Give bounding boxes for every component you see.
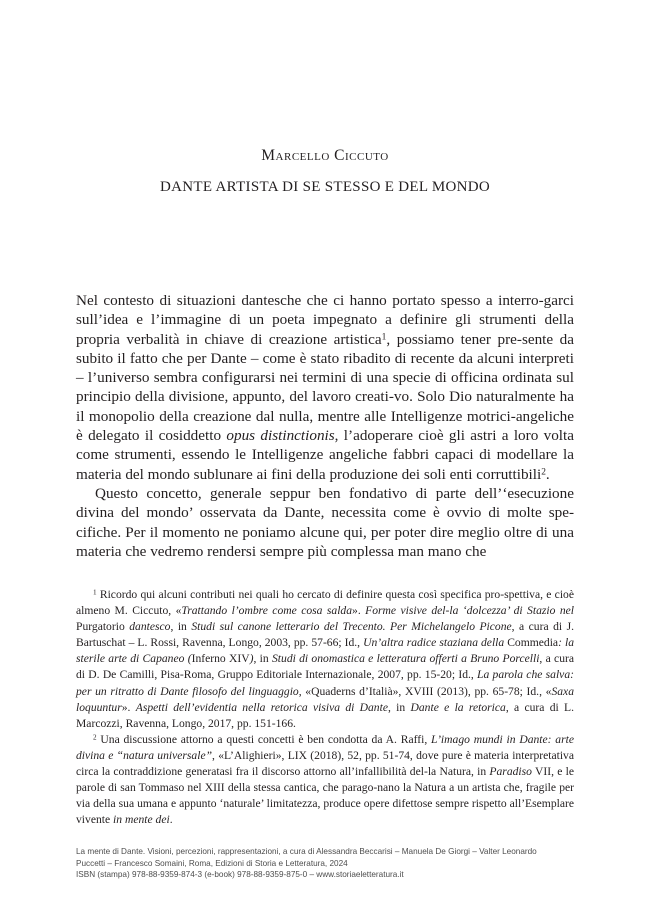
italic-text: Un’altra radice staziana della <box>363 636 508 650</box>
italic-text: opus distinctionis <box>226 427 335 445</box>
text-run: , «Quaderns d’Italià», XVIII (2013), pp. 65-78; Id., « <box>298 684 552 698</box>
text-run: Ricordo qui alcuni contributi nei quali ho cercato di definire questa così specifica pro-spettiva, e cioè almeno M. Ciccuto, « <box>76 588 574 618</box>
footer-line-3: ISBN (stampa) 978-88-9359-874-3 (e-book) 978-88-9359-875-0 – www.storiaeletteratura.it <box>76 870 404 880</box>
italic-text: Saxa loquuntur <box>76 684 574 714</box>
italic-text: dantesco <box>124 620 171 634</box>
footnote-2 <box>76 732 574 829</box>
footer-line-1: La mente di Dante. Visioni, percezioni, rappresentazioni, a cura di Alessandra Beccarisi – Manuela De Giorgi – Valter Leonardo <box>76 847 537 856</box>
author-name: Marcello Ciccuto <box>261 147 389 164</box>
footer-line-2: Puccetti – Francesco Somaini, Roma, Edizioni di Storia e Letteratura, 2024 <box>76 858 348 868</box>
text-run: , a cura di D. De Camilli, Pisa-Roma, Gruppo Editoriale Internazionale, 2007, pp. 15-20; Id., <box>76 652 575 682</box>
text-run: Commedia <box>507 636 559 650</box>
italic-text: in mente dei <box>113 813 170 827</box>
chapter-title: DANTE ARTISTA DI SE STESSO E DEL MONDO <box>160 179 490 195</box>
text-run: Purgatorio <box>76 620 125 634</box>
footnote-1 <box>76 587 574 732</box>
italic-text: Studi sul canone letterario del Trecento. Per Michelangelo Picone <box>191 620 512 634</box>
footnote-ref[interactable]: 2 <box>541 466 546 477</box>
italic-text: : la sterile arte di Capaneo ( <box>76 636 574 666</box>
footnote-ref[interactable]: 1 <box>381 331 387 342</box>
italic-text: ) <box>249 652 254 666</box>
text-run: . <box>545 465 550 483</box>
text-run: , l’adoperare cioè gli astri a loro volta come strumenti, essendo le Intelligenze angeliche fabbri capaci di modellare la materia del mondo sublunare ai fini della produzione dei soli enti corruttibili <box>76 427 574 483</box>
text-run: Questo concetto, generale seppur ben fondativo di parte dell’‘esecuzione divina del mondo’ osservata da Dante, necessita come è ovvio di molte spe-cifiche. Per il momento ne poniamo alcune qui, per poter dire meglio oltre di una materia che vedremo rendersi sempre più complessa man mano che <box>76 484 574 560</box>
italic-text: Forme visive del-la ‘dolcezza’ di Stazio nel <box>365 604 575 618</box>
text-run: ». <box>352 604 366 618</box>
italic-text: Aspetti dell’evidentia nella retorica visiva di Dante <box>135 700 388 714</box>
text-run: , a cura di J. Bartuschat – L. Rossi, Ravenna, Longo, 2003, pp. 57-66; Id., <box>76 620 574 650</box>
footnote-ref[interactable]: 2 <box>93 733 97 742</box>
text-run: , in <box>253 652 272 666</box>
text-run: Nel contesto di situazioni dantesche che ci hanno portato spesso a interro-garci sull’idea e l’immagine di un poeta impegnato a definire gli strumenti della propria verbalità in chiave di creazione artistica <box>76 292 574 348</box>
text-run: Una discussione attorno a questi concetti è ben condotta da A. Raffi, <box>96 732 432 746</box>
italic-text: Dante e la retorica <box>410 700 506 714</box>
text-run: , in <box>387 700 411 714</box>
italic-text: Paradiso <box>489 765 532 779</box>
text-run: ». <box>121 700 136 714</box>
text-run: . <box>169 813 173 827</box>
text-run: , «L’Alighieri», LIX (2018), 52, pp. 51-74, dove pure è materia interpretativa circa la contraddizione generatasi fra il discorso attorno all’infallibilità del-la Natura, in <box>76 748 575 779</box>
text-run: VII, e le parole di san Tommaso nel XIII della stessa cantica, che parago-nano la Natura a un artista che, fragile per via della sua umana e appunto ‘naturale’ limitatezza, produce opere difettose sempre rispetto all’Esemplare vivente <box>76 765 574 827</box>
page-footer <box>76 846 576 881</box>
paragraph-1 <box>76 291 574 484</box>
text-run: , possiamo tener pre-sente da subito il fatto che per Dante – come è stato ribadito di recente da alcuni interpreti – l’universo sembra configurarsi nei termini di una specie di officina ordinata sul principio della divisione, appunto, del lavoro creati-vo. Solo Dio naturalmente ha il monopolio della creazione dal nulla, mentre alle Intelligenze motrici-angeliche è delegato il cosiddetto <box>76 330 575 445</box>
text-run: , in <box>170 620 192 634</box>
italic-text: La parola che salva: per un ritratto di Dante filosofo del linguaggio <box>76 668 574 698</box>
text-run: Inferno XIV <box>191 652 250 666</box>
main-text <box>76 291 574 561</box>
paragraph-2 <box>76 484 574 561</box>
italic-text: Studi di onomastica e letteratura offerti a Bruno Porcelli <box>272 652 540 666</box>
italic-text: L’imago mundi in Dante: arte divina e “natura universale” <box>76 732 574 762</box>
footnote-ref[interactable]: 1 <box>93 588 97 597</box>
footnotes <box>76 587 574 828</box>
text-run: , a cura di L. Marcozzi, Ravenna, Longo, 2017, pp. 151-166. <box>76 700 574 730</box>
italic-text: Trattando l’ombre come cosa salda <box>181 604 353 618</box>
